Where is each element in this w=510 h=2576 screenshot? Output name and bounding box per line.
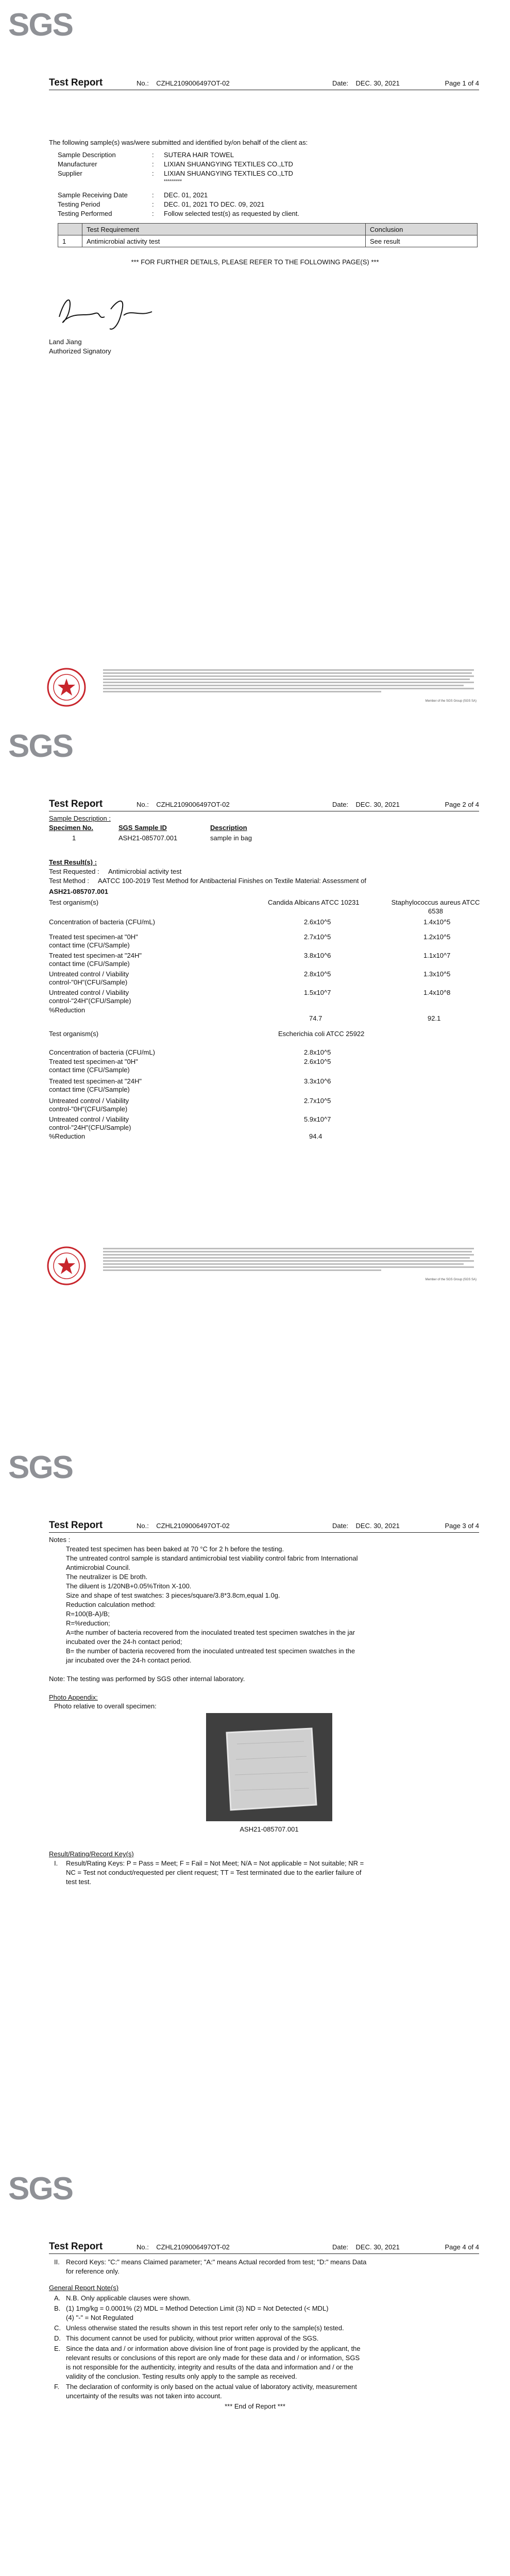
note-line: The diluent is 1/20NB+0.05%Triton X-100. xyxy=(66,1582,192,1590)
test-requested-label: Test Requested : xyxy=(49,868,99,875)
sgs-logo: SGS xyxy=(8,1450,73,1485)
note-line: Treated test specimen has been baked at 70 °C for 2 h before the testing. xyxy=(66,1545,284,1553)
result-value-a: 1.5x10^7 xyxy=(304,989,331,996)
result-value-c: 3.3x10^6 xyxy=(304,1077,331,1085)
report-title: Test Report xyxy=(49,2241,103,2252)
general-note-line: validity of the conclusion. Testing results only apply to the sample as received. xyxy=(66,2372,297,2380)
end-of-report: *** End of Report *** xyxy=(225,2402,285,2410)
key-line: Result/Rating Keys: P = Pass = Meet; F = Fail = Not Meet; N/A = Not applicable = Not suitable; NR = xyxy=(66,1859,364,1867)
notes-label: Notes : xyxy=(49,1536,71,1544)
report-title: Test Report xyxy=(49,77,103,88)
photo-relative-label: Photo relative to overall specimen: xyxy=(54,1702,157,1710)
report-number: No.: CZHL2109006497OT-02 xyxy=(137,79,230,87)
further-details-note: *** FOR FURTHER DETAILS, PLEASE REFER TO THE FOLLOWING PAGE(S) *** xyxy=(131,258,379,266)
result-row-label: Treated test specimen-at "0H" xyxy=(49,1058,138,1065)
organism-ecoli: Escherichia coli ATCC 25922 xyxy=(278,1030,365,1038)
general-note-line: N.B. Only applicable clauses were shown. xyxy=(66,2294,191,2302)
field-value: LIXIAN SHUANGYING TEXTILES CO.,LTD xyxy=(164,170,293,177)
result-row-label: control-"0H"(CFU/Sample) xyxy=(49,978,128,986)
general-note-line: uncertainty of the results was not taken into account. xyxy=(66,2392,222,2400)
result-row-label: contact time (CFU/Sample) xyxy=(49,1086,130,1093)
intro-text: The following sample(s) was/were submitted and identified by/on behalf of the client as: xyxy=(49,139,308,146)
note-letter: B. xyxy=(54,2304,61,2312)
photo-appendix-heading: Photo Appendix: xyxy=(49,1693,98,1701)
field-label: Testing Performed xyxy=(58,210,112,217)
general-note-line: The declaration of conformity is only based on the actual value of laboratory activity, measurement xyxy=(66,2383,357,2391)
general-note-line: relevant results or conclusions of this report are only made for these data and / or information, SGS xyxy=(66,2354,360,2362)
field-value: LIXIAN SHUANGYING TEXTILES CO.,LTD xyxy=(164,160,293,168)
field-value: Follow selected test(s) as requested by client. xyxy=(164,210,300,217)
note-line: R=100(B-A)/B; xyxy=(66,1610,110,1618)
test-results-heading: Test Result(s) : xyxy=(49,858,97,866)
test-requested-value: Antimicrobial activity test xyxy=(108,868,182,875)
result-value-b: 1.2x10^5 xyxy=(423,933,451,941)
requirements-table xyxy=(58,223,478,247)
general-note-line: This document cannot be used for publicity, without prior written approval of the SGS. xyxy=(66,2334,319,2342)
field-label: Manufacturer xyxy=(58,160,97,168)
note-letter: D. xyxy=(54,2334,61,2342)
key-number: II. xyxy=(54,2258,60,2266)
signatory-name: Land Jiang xyxy=(49,338,82,346)
page-footer xyxy=(46,667,477,706)
note-line: The neutralizer is DE broth. xyxy=(66,1573,148,1581)
report-header xyxy=(49,799,479,810)
result-value-b: 1.1x10^7 xyxy=(423,952,451,959)
result-value-a: 2.7x10^5 xyxy=(304,933,331,941)
table-header-cell: Test Requirement xyxy=(82,224,366,235)
note-letter: E. xyxy=(54,2345,61,2352)
field-colon: : xyxy=(152,210,154,217)
key-line: Record Keys: "C:" means Claimed parameter; "A:" means Actual recorded from test; "D:" means Data xyxy=(66,2258,367,2266)
result-value-a: 3.8x10^6 xyxy=(304,952,331,959)
field-colon: : xyxy=(152,170,154,177)
field-colon: : xyxy=(152,200,154,208)
field-label: Supplier xyxy=(58,170,82,177)
result-row-label: Concentration of bacteria (CFU/mL) xyxy=(49,1048,155,1056)
sgs-logo: SGS xyxy=(8,7,73,43)
field-value: SUTERA HAIR TOWEL xyxy=(164,151,234,159)
description-header: Description xyxy=(210,824,247,832)
field-label: Testing Period xyxy=(58,200,100,208)
result-value-c: 2.6x10^5 xyxy=(304,1058,331,1065)
report-header xyxy=(49,77,479,89)
report-date: Date: DEC. 30, 2021 xyxy=(332,1522,400,1530)
result-row-label: Untreated control / Viability xyxy=(49,1097,129,1105)
report-page-3 xyxy=(0,1443,510,2164)
note-letter: F. xyxy=(54,2383,60,2391)
field-colon: : xyxy=(152,191,154,199)
result-row-label: Treated test specimen-at "24H" xyxy=(49,952,142,959)
report-header xyxy=(49,2241,479,2252)
report-title: Test Report xyxy=(49,799,103,809)
table-row xyxy=(58,235,478,247)
report-header xyxy=(49,1520,479,1531)
table-cell: See result xyxy=(366,235,478,247)
sample-description: sample in bag xyxy=(210,834,252,842)
report-number: No.: CZHL2109006497OT-02 xyxy=(137,801,230,808)
organisms-label: Test organism(s) xyxy=(49,899,99,906)
key-number: I. xyxy=(54,1859,58,1867)
page-footer xyxy=(46,1246,477,1284)
signature xyxy=(49,289,162,335)
specimen-no-header: Specimen No. xyxy=(49,824,93,832)
report-title: Test Report xyxy=(49,1520,103,1531)
result-row-label: Treated test specimen-at "24H" xyxy=(49,1077,142,1085)
table-header-row xyxy=(58,224,478,235)
result-value-b: 1.3x10^5 xyxy=(423,970,451,978)
note-line: incubated over the 24-h contact period; xyxy=(66,1638,182,1646)
note-line: The untreated control sample is standard antimicrobial test viability control fabric from International xyxy=(66,1554,358,1562)
result-value-c: 2.7x10^5 xyxy=(304,1097,331,1105)
sgs-member-note: Member of the SGS Group (SGS SA) xyxy=(425,1278,477,1281)
note-letter: A. xyxy=(54,2294,61,2302)
field-label: Sample Description xyxy=(58,151,116,159)
note-line: jar incubated over the 24-h contact period. xyxy=(66,1656,192,1664)
note-line: Size and shape of test swatches: 3 pieces/square/3.8*3.8cm,equal 1.0g. xyxy=(66,1591,280,1599)
sgs-logo: SGS xyxy=(8,728,73,764)
header-rule xyxy=(49,2253,479,2254)
sgs-seal-icon xyxy=(46,667,87,707)
organism-staph: Staphylococcus aureus ATCC 6538 xyxy=(391,899,480,915)
sgs-sample-id-header: SGS Sample ID xyxy=(118,824,167,832)
organisms-label: Test organism(s) xyxy=(49,1030,99,1038)
header-rule xyxy=(49,1532,479,1533)
table-header-cell: Conclusion xyxy=(366,224,478,235)
report-page-1 xyxy=(0,0,510,721)
report-date: Date: DEC. 30, 2021 xyxy=(332,801,400,808)
footer-fine-print xyxy=(103,669,474,693)
sample-id-bold: ASH21-085707.001 xyxy=(49,888,108,895)
table-header-cell xyxy=(58,224,82,235)
result-row-label: %Reduction xyxy=(49,1132,86,1140)
test-method-label: Test Method : xyxy=(49,877,90,885)
report-page-2 xyxy=(0,721,510,1443)
field-colon: : xyxy=(152,160,154,168)
signatory-title: Authorized Signatory xyxy=(49,347,111,355)
result-value-a: 2.8x10^5 xyxy=(304,970,331,978)
result-row-label: Treated test specimen-at "0H" xyxy=(49,933,138,941)
general-note-line: is not responsible for the authenticity, integrity and results of the data and information and / or the xyxy=(66,2363,353,2371)
specimen-no: 1 xyxy=(72,834,76,842)
sgs-member-note: Member of the SGS Group (SGS SA) xyxy=(425,700,477,703)
result-row-label: control-"24H"(CFU/Sample) xyxy=(49,1124,131,1131)
result-row-label: contact time (CFU/Sample) xyxy=(49,960,130,968)
page-number: Page 2 of 4 xyxy=(445,801,479,808)
sgs-lab-note: Note: The testing was performed by SGS other internal laboratory. xyxy=(49,1675,245,1683)
result-value-b: 1.4x10^5 xyxy=(423,918,451,926)
page-number: Page 4 of 4 xyxy=(445,2243,479,2251)
sample-description-heading: Sample Description : xyxy=(49,815,111,822)
field-value: ********* xyxy=(164,179,182,184)
field-value: DEC. 01, 2021 xyxy=(164,191,208,199)
general-note-line: Since the data and / or information above division line of front page is provided by the applicant, the xyxy=(66,2345,361,2352)
key-line: for reference only. xyxy=(66,2267,120,2275)
note-line: Reduction calculation method: xyxy=(66,1601,156,1608)
result-keys-heading: Result/Rating/Record Key(s) xyxy=(49,1850,134,1858)
result-value-b: 1.4x10^8 xyxy=(423,989,451,996)
field-label: Sample Receiving Date xyxy=(58,191,128,199)
general-note-line: (4) "-" = Not Regulated xyxy=(66,2314,133,2321)
page-number: Page 3 of 4 xyxy=(445,1522,479,1530)
reduction-value-a: 74.7 xyxy=(309,1014,322,1022)
sgs-logo: SGS xyxy=(8,2171,73,2207)
note-line: B= the number of bacteria recovered from the inoculated untreated test specimen swatches in the xyxy=(66,1647,355,1655)
report-date: Date: DEC. 30, 2021 xyxy=(332,79,400,87)
report-number: No.: CZHL2109006497OT-02 xyxy=(137,2243,230,2251)
result-row-label: control-"0H"(CFU/Sample) xyxy=(49,1105,128,1113)
test-method-value: AATCC 100-2019 Test Method for Antibacterial Finishes on Textile Material: Assessment of xyxy=(98,877,366,885)
key-line: NC = Test not conduct/requested per client request; TT = Test terminated due to the earlier failure of xyxy=(66,1869,362,1876)
note-line: Antimicrobial Council. xyxy=(66,1564,130,1571)
key-line: test test. xyxy=(66,1878,92,1886)
reduction-value-c: 94.4 xyxy=(309,1132,322,1140)
general-notes-heading: General Report Note(s) xyxy=(49,2284,119,2292)
page-number: Page 1 of 4 xyxy=(445,79,479,87)
note-line: R=%reduction; xyxy=(66,1619,110,1627)
report-number: No.: CZHL2109006497OT-02 xyxy=(137,1522,230,1530)
result-row-label: Concentration of bacteria (CFU/mL) xyxy=(49,918,155,926)
general-note-line: (1) 1mg/kg = 0.0001% (2) MDL = Method Detection Limit (3) ND = Not Detected (< MDL) xyxy=(66,2304,329,2312)
field-colon: : xyxy=(152,151,154,159)
specimen-photo xyxy=(206,1713,332,1821)
sgs-sample-id: ASH21-085707.001 xyxy=(118,834,178,842)
general-note-line: Unless otherwise stated the results shown in this test report refer only to the sample(s) tested. xyxy=(66,2324,344,2332)
result-row-label: contact time (CFU/Sample) xyxy=(49,1066,130,1074)
footer-fine-print xyxy=(103,1248,474,1272)
organism-candida: Candida Albicans ATCC 10231 xyxy=(268,899,360,906)
table-cell: 1 xyxy=(58,235,82,247)
result-row-label: Untreated control / Viability xyxy=(49,1115,129,1123)
result-value-c: 2.8x10^5 xyxy=(304,1048,331,1056)
result-row-label: %Reduction xyxy=(49,1006,86,1014)
sgs-seal-icon xyxy=(46,1246,87,1286)
note-line: A=the number of bacteria recovered from the inoculated treated test specimen swatches in the jar xyxy=(66,1629,355,1636)
table-cell: Antimicrobial activity test xyxy=(82,235,366,247)
photo-caption: ASH21-085707.001 xyxy=(240,1825,299,1833)
result-row-label: Untreated control / Viability xyxy=(49,970,129,978)
report-date: Date: DEC. 30, 2021 xyxy=(332,2243,400,2251)
report-page-4 xyxy=(0,2164,510,2576)
field-value: DEC. 01, 2021 TO DEC. 09, 2021 xyxy=(164,200,265,208)
result-value-c: 5.9x10^7 xyxy=(304,1115,331,1123)
result-row-label: Untreated control / Viability xyxy=(49,989,129,996)
reduction-value-b: 92.1 xyxy=(428,1014,441,1022)
note-letter: C. xyxy=(54,2324,61,2332)
result-row-label: control-"24H"(CFU/Sample) xyxy=(49,997,131,1005)
result-row-label: contact time (CFU/Sample) xyxy=(49,941,130,949)
result-value-a: 2.6x10^5 xyxy=(304,918,331,926)
